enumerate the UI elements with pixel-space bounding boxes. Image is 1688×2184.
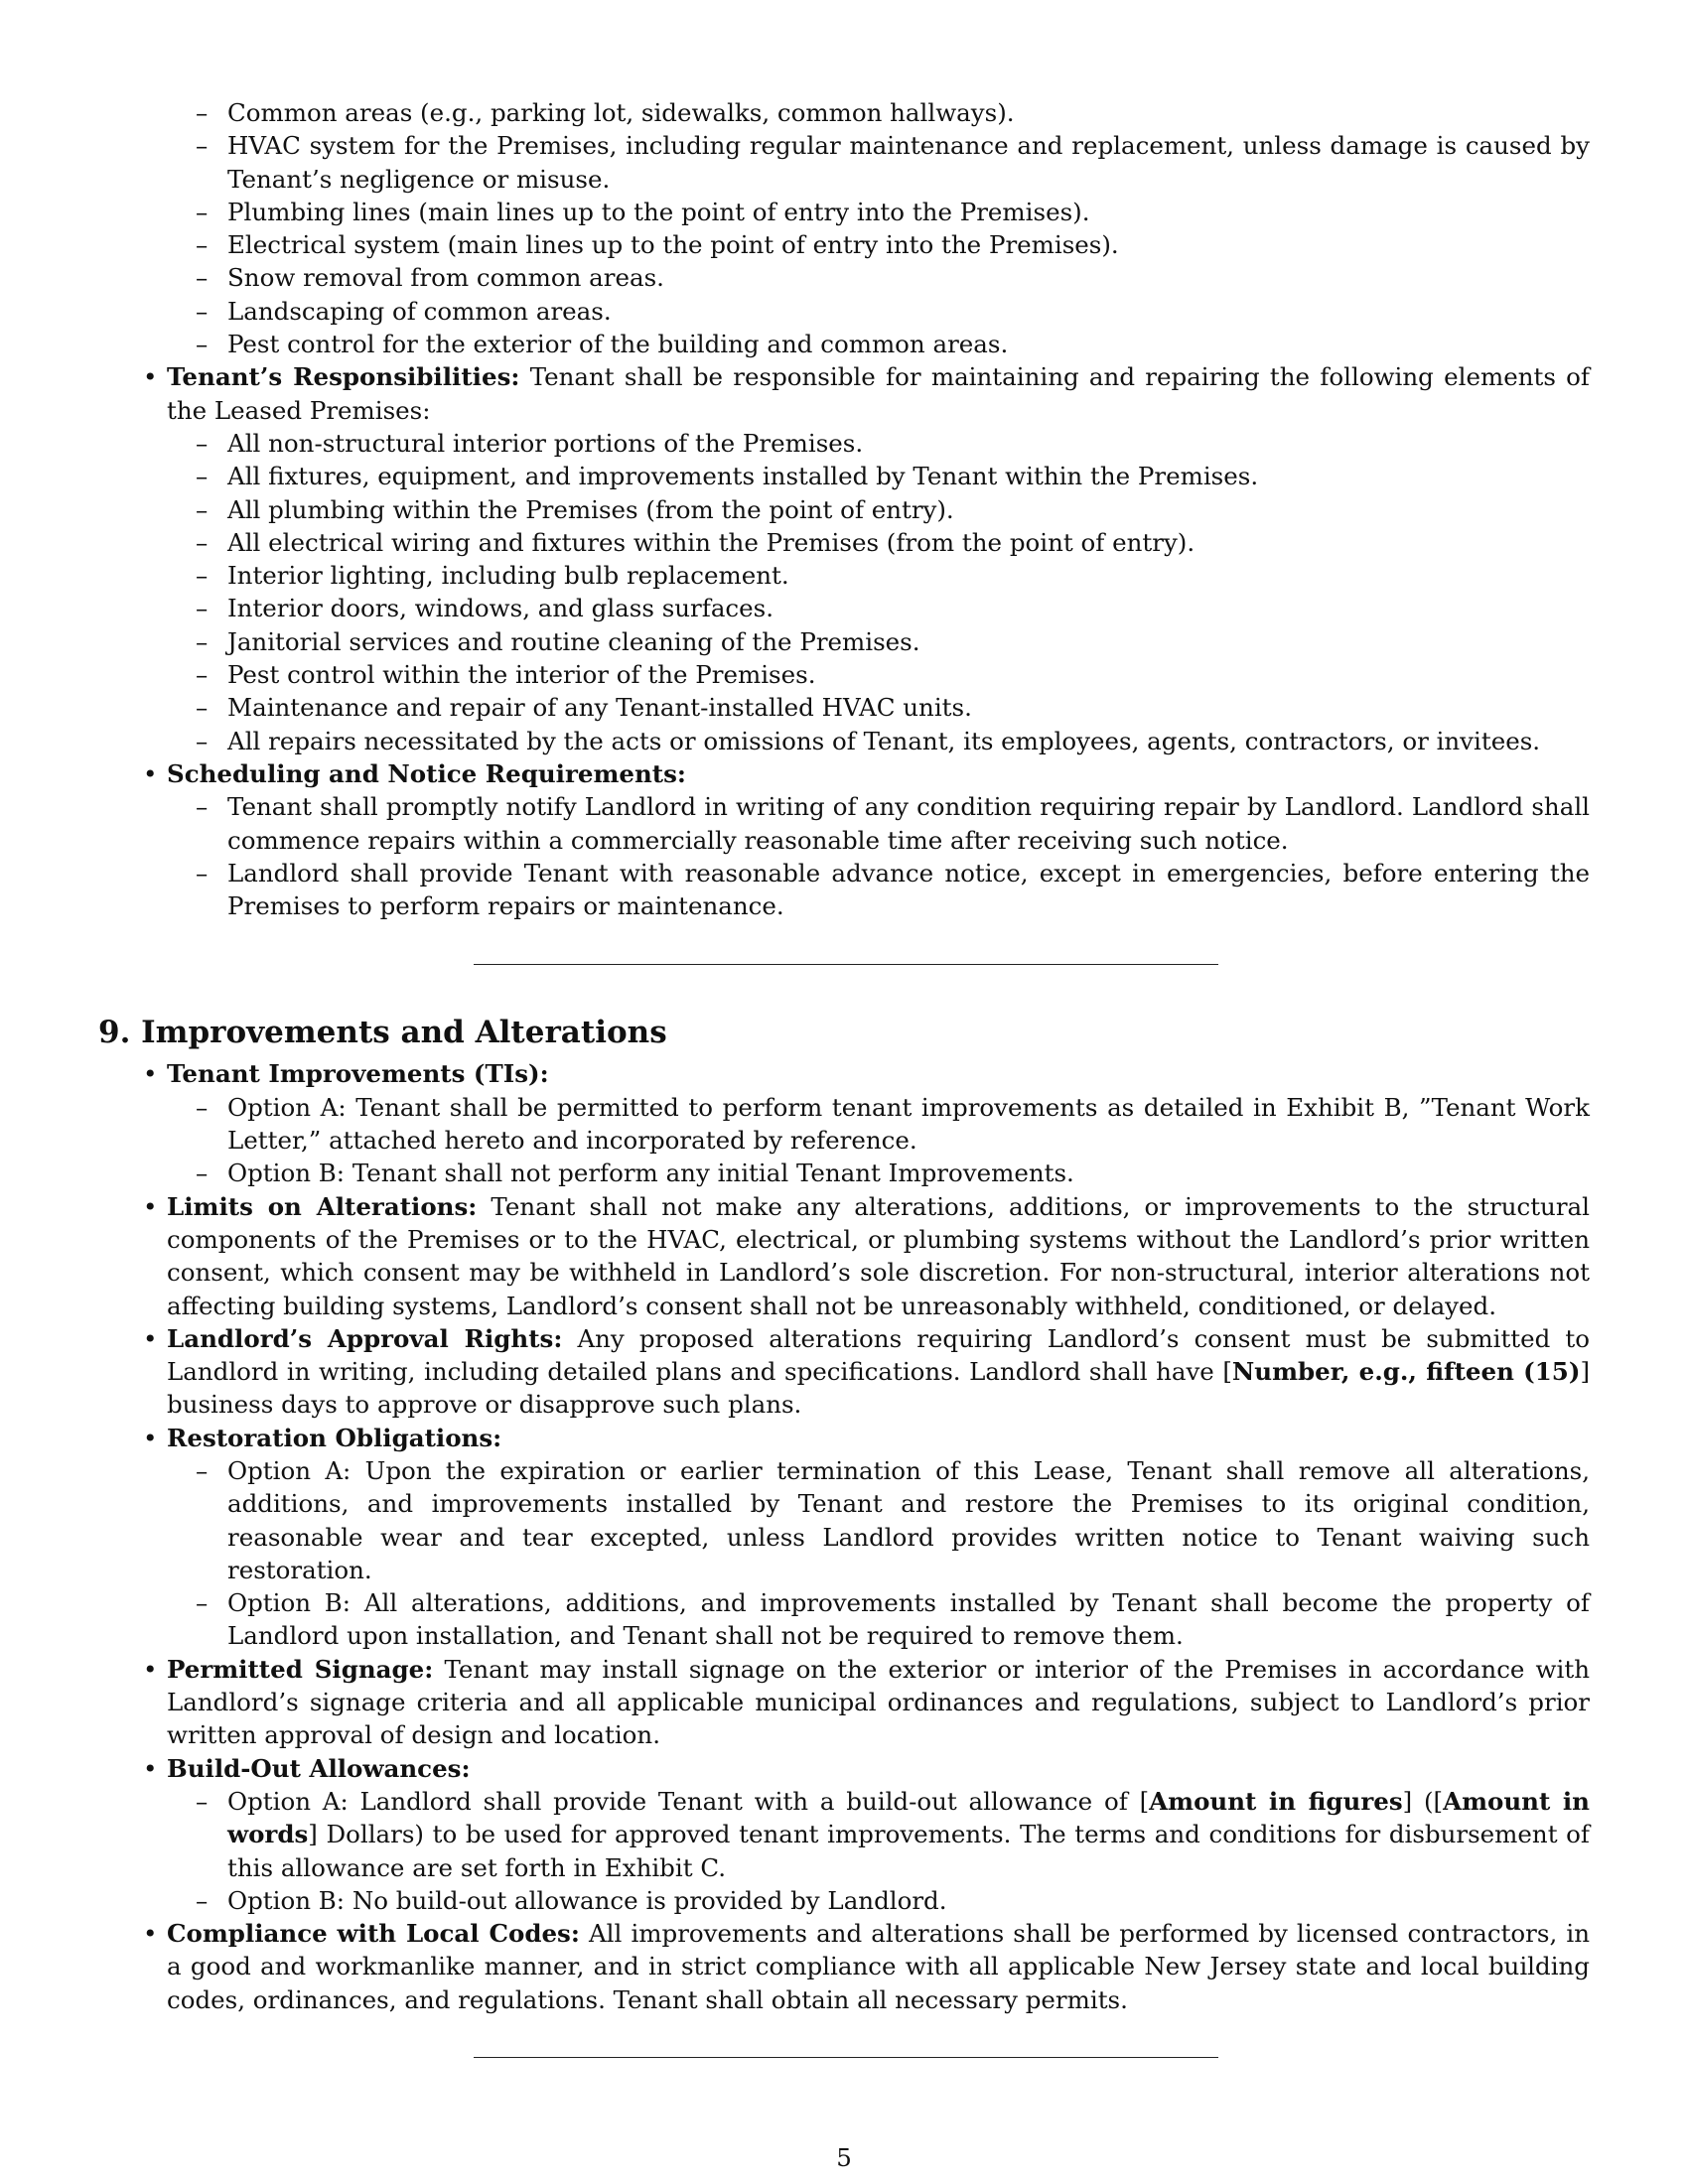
item-label: Restoration Obligations: [167,1423,502,1452]
tenant-improvements-item [167,1057,1590,1189]
list-item: – HVAC system for the Premises, including regular maintenance and replacement, unless damage is caused by Tenant’s negligence or misuse. [227,129,1590,196]
item-text: Tenant may install signage on the exterior or interior of the Premises in accordance with Landlord’s signage criteria and all applicable municipal ordinances and regulations, subject to Landlord’s prior written approval of design and location. [167,1654,1590,1750]
list-item: – Tenant shall promptly notify Landlord in writing of any condition requiring repair by Landlord. Landlord shall commence repairs within a commercially reasonable time after receiving such notice. [227,790,1590,857]
landlord-responsibilities-list [138,96,1590,360]
item-label: Landlord’s Approval Rights: [167,1323,563,1353]
maintenance-list [138,360,1590,922]
list-item: – Plumbing lines (main lines up to the point of entry into the Premises). [227,196,1590,228]
restoration-item [167,1422,1590,1653]
list-item: – All plumbing within the Premises (from the point of entry). [227,493,1590,526]
list-item: – Maintenance and repair of any Tenant-installed HVAC units. [227,691,1590,724]
tenant-responsibilities-list [167,427,1590,757]
placeholder-text: Amount in words [227,1786,1590,1849]
scheduling-list [167,790,1590,922]
section-heading: 9. Improvements and Alterations [98,1015,667,1051]
placeholder-text: Number, e.g., fifteen (15) [1231,1357,1581,1387]
item-text: Tenant shall not make any alterations, additions, or improvements to the structural components of the Premises or to the HVAC, electrical, or plumbing systems without the Landlord’s prior written consent, which consent may be withheld in Landlord’s sole discretion. For non-structural, interior alterations not affecting building systems, Landlord’s consent shall not be unreasonably withheld, conditioned, or delayed. [167,1191,1590,1320]
list-item: – All repairs necessitated by the acts or omissions of Tenant, its employees, agents, contractors, or invitees. [227,725,1590,757]
list-item: – Common areas (e.g., parking lot, sidewalks, common hallways). [227,96,1590,129]
item-text: ] ([ [1402,1786,1444,1816]
item-text: ] business days to approve or disapprove such plans. [167,1357,1590,1420]
buildout-options [167,1785,1590,1917]
list-item: – Janitorial services and routine cleaning of the Premises. [227,625,1590,658]
list-item: – Pest control within the interior of the Premises. [227,658,1590,691]
list-item: – All fixtures, equipment, and improvements installed by Tenant within the Premises. [227,460,1590,492]
list-item: – Option A: Upon the expiration or earlier termination of this Lease, Tenant shall remove all alterations, additions, and improvements installed by Tenant and restore the Premises to its original condition, reasonable wear and tear excepted, unless Landlord provides written notice to Tenant waiving such restoration. [227,1454,1590,1586]
placeholder-text: Amount in figures [1149,1786,1403,1816]
item-label: Limits on Alterations: [167,1191,478,1221]
item-text: ] Dollars) to be used for approved tenant improvements. The terms and conditions for disbursement of this allowance are set forth in Exhibit C. [227,1820,1590,1882]
item-text: Option A: Landlord shall provide Tenant with a build-out allowance of [ [227,1786,1150,1816]
item-label: Permitted Signage: [167,1654,434,1684]
limits-alterations-item [167,1190,1590,1322]
list-item [227,1785,1590,1884]
approval-rights-item [167,1322,1590,1422]
restoration-options [167,1454,1590,1653]
item-label: Compliance with Local Codes: [167,1919,580,1949]
item-text: All improvements and alterations shall be performed by licensed contractors, in a good and workmanlike manner, and in strict compliance with all applicable New Jersey state and local building codes, ordinances, and regulations. Tenant shall obtain all necessary permits. [167,1919,1590,2014]
list-item: – Option B: All alterations, additions, and improvements installed by Tenant shall become the property of Landlord upon installation, and Tenant shall not be required to remove them. [227,1586,1590,1653]
item-label: Tenant Improvements (TIs): [167,1059,549,1089]
compliance-item [167,1917,1590,2016]
list-item: – All electrical wiring and fixtures within the Premises (from the point of entry). [227,526,1590,559]
section-divider [474,2057,1218,2058]
list-item: – Interior lighting, including bulb replacement. [227,559,1590,592]
improvements-list [138,1057,1590,2016]
page-number: 5 [836,2143,852,2172]
list-item: – Option A: Tenant shall be permitted to perform tenant improvements as detailed in Exhibit B, ”Tenant Work Letter,” attached hereto and incorporated by reference. [227,1091,1590,1158]
item-label: Scheduling and Notice Requirements: [167,758,686,788]
list-item: – Option B: Tenant shall not perform any initial Tenant Improvements. [227,1157,1590,1189]
signage-item [167,1653,1590,1752]
section-divider [474,964,1218,965]
list-item: – Electrical system (main lines up to the point of entry into the Premises). [227,228,1590,261]
tenant-improvements-options [167,1091,1590,1190]
item-label: Tenant’s Responsibilities: [167,362,520,392]
scheduling-notice-item [167,757,1590,922]
list-item: – Pest control for the exterior of the building and common areas. [227,328,1590,360]
item-text: Tenant shall be responsible for maintaining and repairing the following elements of the Leased Premises: [167,362,1590,425]
list-item: – Landlord shall provide Tenant with reasonable advance notice, except in emergencies, before entering the Premises to perform repairs or maintenance. [227,857,1590,923]
page-content [98,96,1590,2070]
buildout-item [167,1752,1590,1917]
list-item: – All non-structural interior portions of the Premises. [227,427,1590,460]
list-item: – Option B: No build-out allowance is provided by Landlord. [227,1884,1590,1917]
list-item: – Landscaping of common areas. [227,295,1590,328]
item-text: Any proposed alterations requiring Landlord’s consent must be submitted to Landlord in writing, including detailed plans and specifications. Landlord shall have [ [167,1323,1590,1387]
list-item: – Snow removal from common areas. [227,261,1590,294]
tenant-responsibilities-item [167,360,1590,757]
list-item: – Interior doors, windows, and glass surfaces. [227,592,1590,624]
item-label: Build-Out Allowances: [167,1753,471,1783]
